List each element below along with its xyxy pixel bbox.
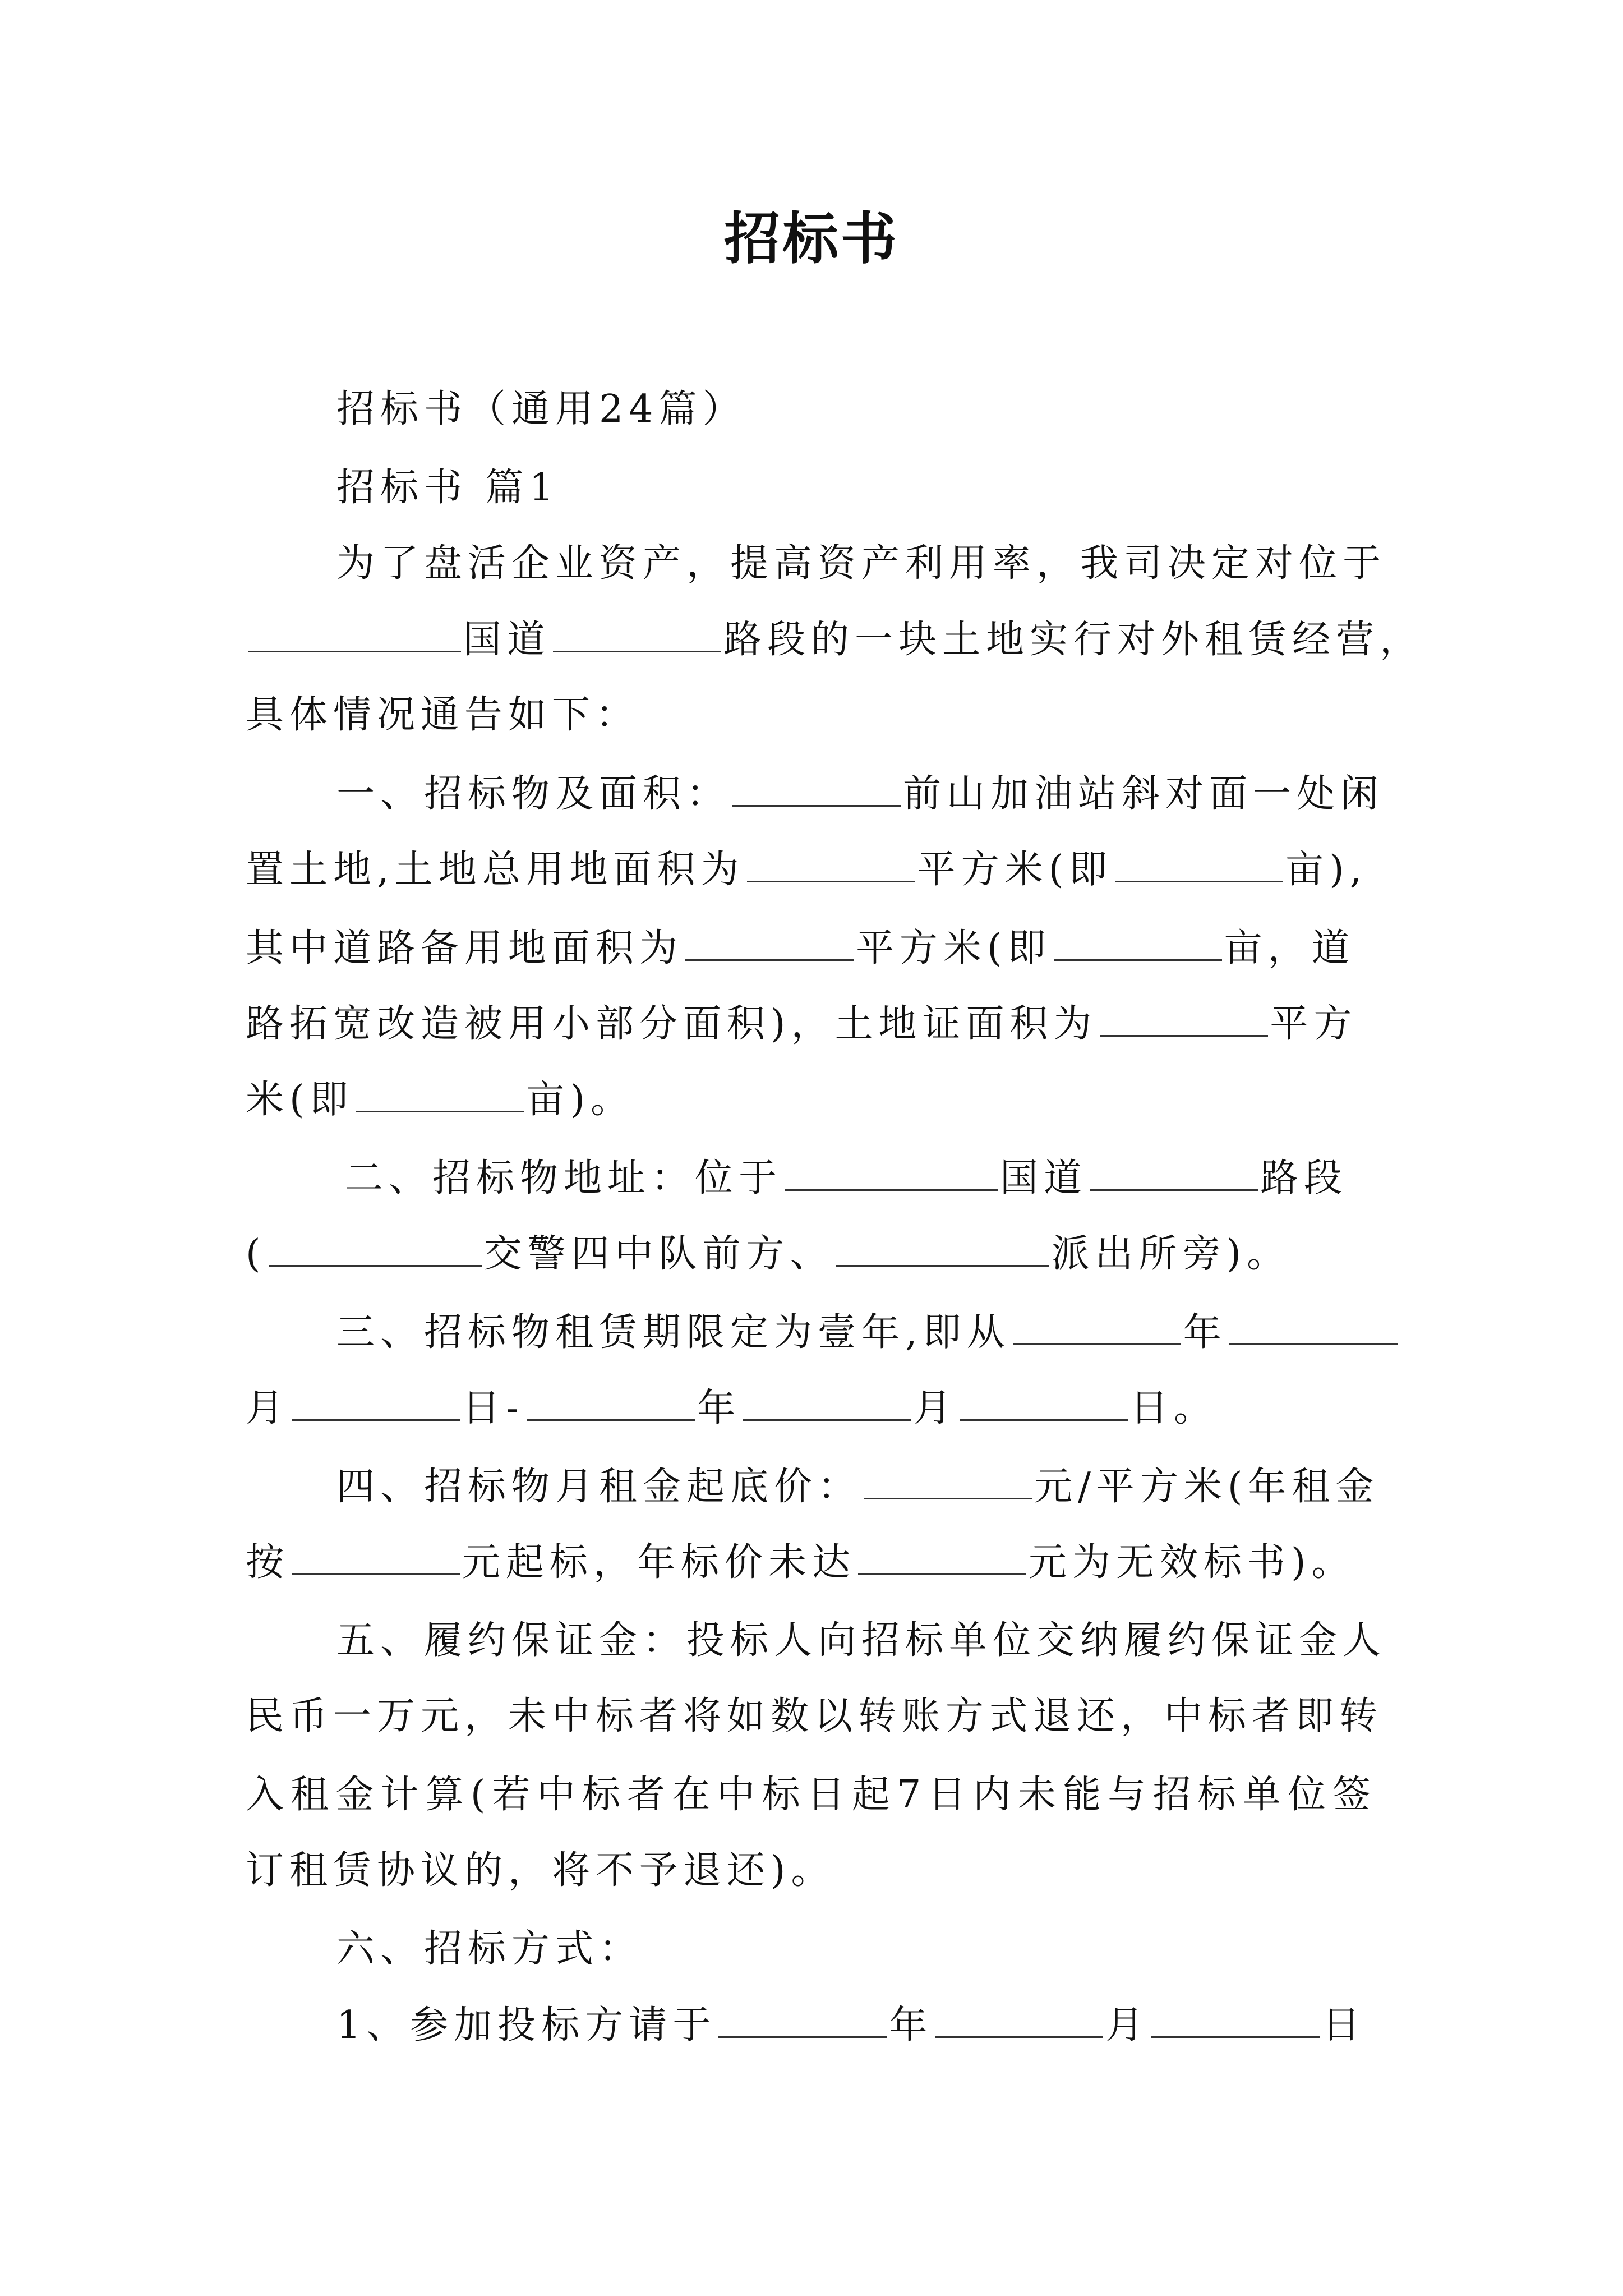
paragraph-line (345, 1150, 1348, 1207)
paragraph-line: 为了盘活企业资产，提高资产利用率，我司决定对位于 (336, 541, 1387, 586)
fill-blank (1151, 1997, 1320, 2038)
text-run: 国道 (463, 618, 551, 662)
fill-blank (935, 1997, 1103, 2038)
fill-blank (732, 766, 901, 807)
fill-blank (1229, 1304, 1398, 1345)
text-run: 前山加油站斜对面一处闲 (903, 772, 1385, 816)
fill-blank (356, 1071, 524, 1112)
text-run: 月 (246, 1386, 290, 1430)
text-run: 四、招标物月租金起底价： (336, 1465, 862, 1509)
fill-blank (1054, 920, 1222, 961)
text-run: 按 (246, 1540, 290, 1585)
chapter-heading: 招标书 篇1 (336, 466, 559, 510)
document-title: 招标书 (724, 205, 899, 272)
text-run: 路拓宽改造被用小部分面积)，土地证面积为 (246, 1002, 1098, 1046)
text-run: 1、参加投标方请于 (336, 2003, 717, 2047)
fill-blank (269, 1226, 482, 1267)
paragraph-line (246, 1226, 1290, 1282)
paragraph-line: 订租赁协议的，将不予退还)。 (246, 1848, 835, 1893)
fill-blank (1100, 996, 1268, 1037)
paragraph-line: 入租金计算(若中标者在中标日起7日内未能与招标单位签 (246, 1773, 1376, 1817)
text-run: 平方 (1270, 1002, 1358, 1046)
fill-blank (836, 1226, 1049, 1267)
fill-blank (685, 920, 854, 961)
paragraph-line: 具体情况通告如下： (246, 693, 640, 737)
paragraph-line: 六、招标方式： (336, 1927, 643, 1971)
fill-blank (747, 841, 915, 882)
text-run: 三、招标物租赁期限定为壹年,即从 (336, 1310, 1011, 1355)
text-run: 交警四中队前方、 (483, 1232, 834, 1276)
paragraph-line (246, 611, 1423, 668)
text-run: 月 (914, 1386, 958, 1430)
text-run: 路段的一块土地实行对外租赁经营， (723, 618, 1424, 662)
text-run: 米(即 (246, 1078, 354, 1122)
fill-blank (718, 1997, 887, 2038)
text-run: 平方米(即 (917, 848, 1113, 892)
fill-blank (864, 1458, 1032, 1499)
text-run: ( (246, 1232, 266, 1276)
text-run: 二、招标物地址：位于 (345, 1156, 783, 1200)
fill-blank (1013, 1304, 1181, 1345)
fill-blank (527, 1380, 695, 1421)
paragraph-line (246, 1380, 1218, 1437)
paragraph-line: 民币一万元，未中标者将如数以转账方式退还，中标者即转 (246, 1694, 1384, 1738)
text-run: 日 (1322, 2003, 1366, 2047)
fill-blank (292, 1380, 460, 1421)
text-run: 日。 (1130, 1386, 1218, 1430)
text-run: 元/平方米(年租金 (1034, 1465, 1380, 1509)
text-run: 亩)。 (526, 1078, 635, 1122)
paragraph-line (246, 1534, 1355, 1591)
fill-blank (1090, 1150, 1258, 1191)
text-run: 平方米(即 (856, 926, 1052, 970)
fill-blank (858, 1534, 1026, 1575)
text-run: 派出所旁)。 (1051, 1232, 1291, 1276)
text-run: 元起标，年标价未达 (462, 1540, 856, 1585)
fill-blank (743, 1380, 911, 1421)
paragraph-line (246, 1071, 634, 1128)
text-run: 亩，道 (1224, 926, 1355, 970)
paragraph-line: 五、履约保证金：投标人向招标单位交纳履约保证金人 (336, 1618, 1387, 1663)
text-run: 亩), (1285, 848, 1368, 892)
text-run: 路段 (1260, 1156, 1348, 1200)
text-run: 日- (462, 1386, 524, 1430)
text-run: 一、招标物及面积： (336, 772, 731, 816)
paragraph-line (336, 1997, 1366, 2054)
text-run: 年 (889, 2003, 933, 2047)
paragraph-line (336, 1304, 1400, 1361)
paragraph-line (246, 841, 1367, 898)
paragraph-line (246, 996, 1358, 1052)
document-subtitle: 招标书（通用24篇） (336, 387, 746, 431)
text-run: 年 (697, 1386, 741, 1430)
text-run: 其中道路备用地面积为 (246, 926, 684, 970)
fill-blank (292, 1534, 460, 1575)
paragraph-line (336, 1458, 1379, 1515)
fill-blank (960, 1380, 1128, 1421)
text-run: 元为无效标书)。 (1029, 1540, 1355, 1585)
fill-blank (553, 611, 721, 652)
paragraph-line (246, 920, 1355, 977)
paragraph-line (336, 766, 1384, 822)
fill-blank (248, 611, 461, 652)
text-run: 国道 (1000, 1156, 1088, 1200)
fill-blank (1115, 841, 1283, 882)
text-run: 置土地,土地总用地面积为 (246, 848, 745, 892)
text-run: 年 (1183, 1310, 1227, 1355)
text-run: 月 (1105, 2003, 1150, 2047)
fill-blank (785, 1150, 998, 1191)
